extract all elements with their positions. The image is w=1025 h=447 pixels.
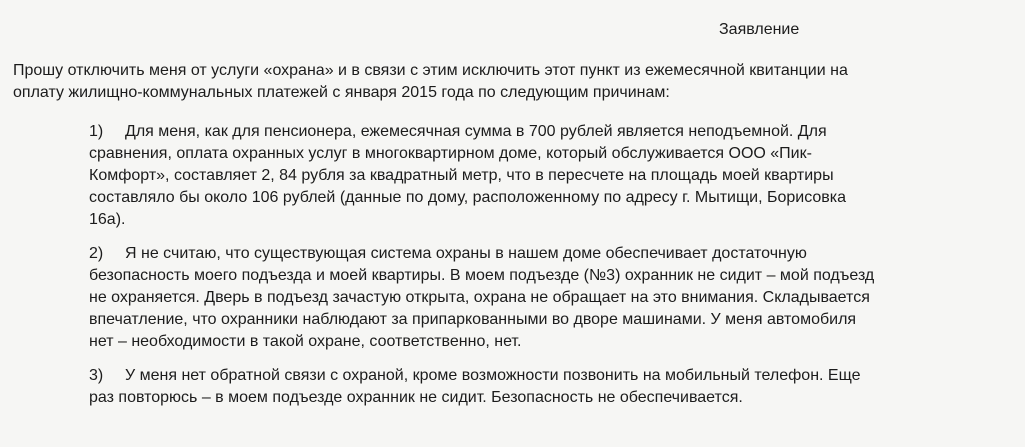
reason-text: Для меня, как для пенсионера, ежемесячная сумма в 700 рублей является неподъемной. Для xyxy=(125,123,827,140)
reason-text: Я не считаю, что существующая система охраны в нашем доме обеспечивает достаточную xyxy=(125,245,807,262)
intro-paragraph xyxy=(13,60,1018,104)
reason-line: нет – необходимости в такой охране, соответственно, нет. xyxy=(89,333,522,350)
reason-line xyxy=(89,365,1019,387)
reason-text: У меня нет обратной связи с охраной, кроме возможности позвонить на мобильный телефон. Еще xyxy=(125,367,861,384)
reason-line: сравнения, оплата охранных услуг в многоквартирном доме, который обслуживается ООО «Пик- xyxy=(89,145,812,162)
reason-line: безопасность моего подъезда и моей квартиры. В моем подъезде (№3) охранник не сидит – мой подъезд xyxy=(89,267,875,284)
reason-item xyxy=(89,121,1019,231)
reason-line xyxy=(89,243,1019,265)
reason-line: впечатление, что охранники наблюдают за припаркованными во дворе машинами. У меня автомобиля xyxy=(89,311,857,328)
reason-line: 16а). xyxy=(89,211,126,228)
intro-line: оплату жилищно-коммунальных платежей с января 2015 года по следующим причинам: xyxy=(13,84,670,101)
reason-line: составляло бы около 106 рублей (данные по дому, расположенному по адресу г. Мытищи, Борисовка xyxy=(89,189,847,206)
reason-number: 1) xyxy=(89,123,104,140)
reason-line: не охраняется. Дверь в подъезд зачастую открыта, охрана не обращает на это внимания. Складывается xyxy=(89,289,870,306)
document-title: Заявление xyxy=(719,21,800,38)
intro-line: Прошу отключить меня от услуги «охрана» и в связи с этим исключить этот пункт из ежемесячной квитанции на xyxy=(13,62,848,79)
reason-item xyxy=(89,243,1019,353)
reason-item xyxy=(89,365,1019,409)
reason-line xyxy=(89,121,1019,143)
reasons-list xyxy=(89,121,1019,421)
reason-number: 3) xyxy=(89,367,104,384)
reason-number: 2) xyxy=(89,245,104,262)
reason-line: раз повторюсь – в моем подъезде охранник не сидит. Безопасность не обеспечивается. xyxy=(89,389,743,406)
reason-line: Комфорт», составляет 2, 84 рубля за квадратный метр, что в пересчете на площадь моей квартиры xyxy=(89,167,834,184)
